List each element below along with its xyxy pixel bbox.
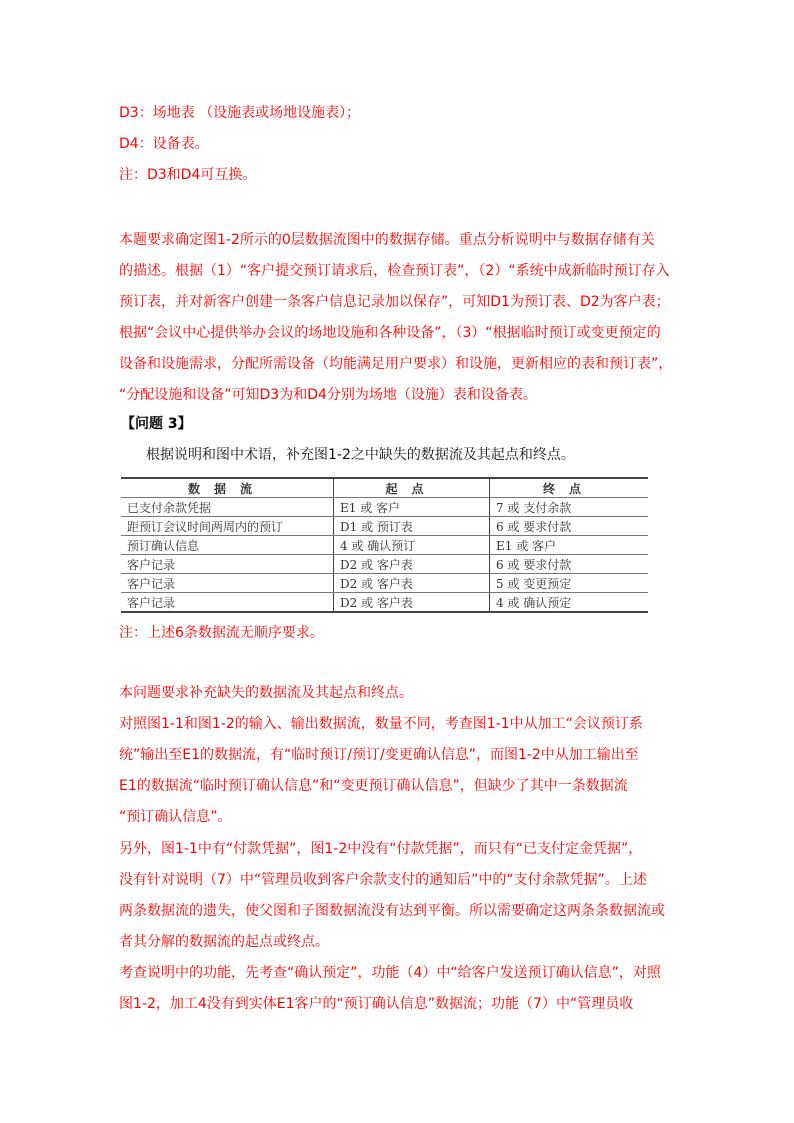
- cell: 已支付余款凭据: [121, 498, 334, 517]
- answer-d3: D3：场地表 （设施表或场地设施表）；: [119, 105, 361, 121]
- cell: 客户记录: [121, 574, 334, 593]
- table-row: [121, 593, 648, 613]
- cell: 7 或 支付余款: [490, 498, 649, 517]
- header-end: 终点: [490, 478, 649, 498]
- table-note: 注：上述6条数据流无顺序要求。: [119, 625, 324, 641]
- analysis-line: 对照图1-1和图1-2的输入、输出数据流，数量不同，考查图1-1中从加工“会议预订系: [119, 716, 643, 732]
- analysis-line: “分配设施和设备”可知D3为和D4分别为场地（设施）表和设备表。: [119, 387, 537, 403]
- answer-table: [121, 477, 648, 613]
- header-dataflow: 数据流: [121, 478, 334, 498]
- cell: D1 或 预订表: [334, 517, 490, 536]
- cell: 5 或 变更预定: [490, 574, 649, 593]
- table-header-row: [121, 478, 648, 498]
- table-row: [121, 574, 648, 593]
- table-row: [121, 498, 648, 517]
- analysis-line: 统”输出至E1的数据流，有“临时预订/预订/变更确认信息”，而图1-2中从加工输出至: [119, 747, 639, 763]
- analysis-line: 设备和设施需求，分配所需设备（均能满足用户要求）和设施，更新相应的表和预订表”，: [119, 356, 673, 372]
- analysis-line: 的描述。根据（1）“客户提交预订请求后，检查预订表”，（2）“系统中成新临时预订存入: [119, 263, 670, 279]
- analysis-line: 本题要求确定图1-2所示的0层数据流图中的数据存储。重点分析说明中与数据存储有关: [119, 232, 655, 248]
- cell: 距预订会议时间两周内的预订: [121, 517, 334, 536]
- analysis-line: 者其分解的数据流的起点或终点。: [119, 934, 329, 950]
- cell: 4 或 确认预定: [490, 593, 649, 613]
- header-start: 起点: [334, 478, 490, 498]
- analysis-line: 两条数据流的遗失，使父图和子图数据流没有达到平衡。所以需要确定这两条条数据流或: [119, 903, 665, 919]
- cell: 6 或 要求付款: [490, 517, 649, 536]
- analysis-line: “预订确认信息”。: [119, 809, 232, 825]
- cell: 客户记录: [121, 555, 334, 574]
- analysis-line: 没有针对说明（7）中“管理员收到客户余款支付的通知后”中的“支付余款凭据”。上述: [119, 872, 647, 888]
- analysis-line: E1的数据流“临时预订确认信息”和“变更预订确认信息”，但缺少了其中一条数据流: [119, 778, 628, 794]
- cell: 客户记录: [121, 593, 334, 613]
- table-row: [121, 536, 648, 555]
- analysis-line: 根据“会议中心提供举办会议的场地设施和各种设备”，（3）“根据临时预订或变更预定的: [119, 325, 661, 341]
- table-row: [121, 517, 648, 536]
- cell: 预订确认信息: [121, 536, 334, 555]
- cell: E1 或 客户: [334, 498, 490, 517]
- answer-d4: D4：设备表。: [119, 136, 209, 152]
- cell: D2 或 客户表: [334, 555, 490, 574]
- analysis-line: 图1-2，加工4没有到实体E1客户的“预订确认信息”数据流；功能（7）中“管理员收: [119, 996, 634, 1012]
- cell: D2 或 客户表: [334, 593, 490, 613]
- analysis-line: 另外，图1-1中有“付款凭据”，图1-2中没有“付款凭据”，而只有“已支付定金凭据”，: [119, 841, 643, 857]
- cell: D2 或 客户表: [334, 574, 490, 593]
- question-prompt: 根据说明和图中术语，补充图1-2之中缺失的数据流及其起点和终点。: [146, 447, 575, 463]
- answer-note: 注：D3和D4可互换。: [119, 167, 257, 183]
- cell: 6 或 要求付款: [490, 555, 649, 574]
- analysis-line: 预订表，并对新客户创建一条客户信息记录加以保存”，可知D1为预订表、D2为客户表；: [119, 294, 670, 310]
- analysis-line: 本问题要求补充缺失的数据流及其起点和终点。: [119, 685, 413, 701]
- cell: E1 或 客户: [490, 536, 649, 555]
- table-row: [121, 555, 648, 574]
- question-heading: 【问题 3】: [121, 416, 192, 432]
- cell: 4 或 确认预订: [334, 536, 490, 555]
- analysis-line: 考查说明中的功能，先考查“确认预定”，功能（4）中“给客户发送预订确认信息”，对照: [119, 965, 661, 981]
